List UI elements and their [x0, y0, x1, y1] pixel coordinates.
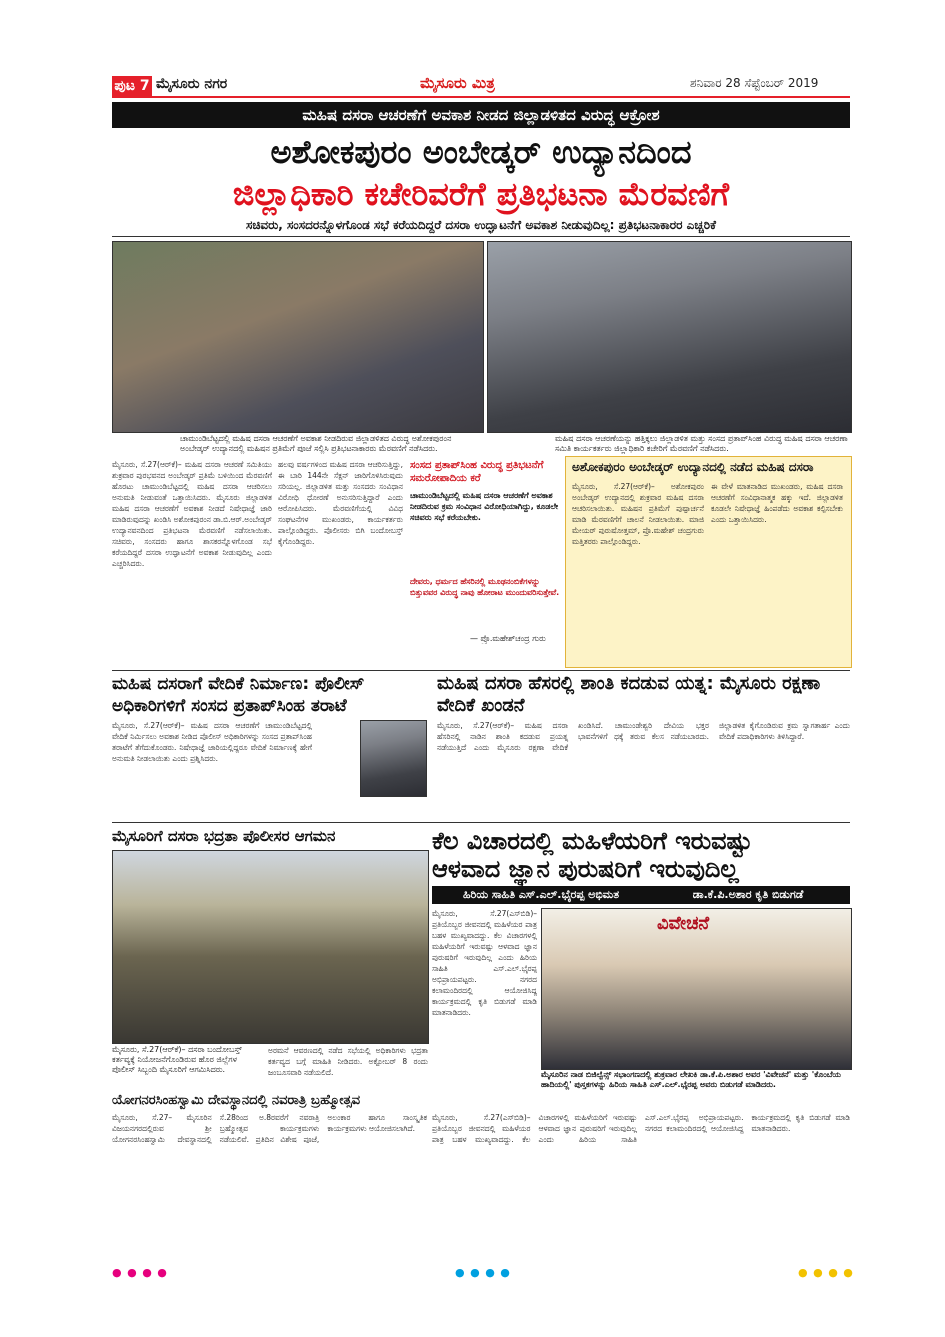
sidebar-box-col2: ಈ ವೇಳೆ ಮಾತನಾಡಿದ ಮುಖಂಡರು, ಮಹಿಷ ದಸರಾ ಆಚರಣೆಗೆ ಸಂವಿಧಾನಾತ್ಮಕ ಹಕ್ಕು ಇದೆ. ಜಿಲ್ಲಾಡಳಿತ ಕೂಡಲೇ ನಿಷೇಧಾಜ್ಞೆ ಹಿಂಪಡೆದು ಅವಕಾಶ ಕಲ್ಪಿಸಬೇಕು ಎಂದು ಒತ್ತಾಯಿಸಿದರು. — [711, 482, 843, 524]
color-registration-dots: ● ● ● ● — [455, 1266, 511, 1279]
divider — [112, 236, 850, 237]
story5-bar-item-1: ಹಿರಿಯ ಸಾಹಿತಿ ಎಸ್.ಎಲ್.ಭೈರಪ್ಪ ಅಭಿಮತ — [436, 886, 646, 904]
lead-caption-right: ಮಹಿಷ ದಸರಾ ಆಚರಣೆಯನ್ನು ಹತ್ತಿಕ್ಕಲು ಜಿಲ್ಲಾಡಳಿತ ಮತ್ತು ಸಂಸದ ಪ್ರತಾಪ್‌ಸಿಂಹ ವಿರುದ್ಧ ಮಹಿಷ ದಸರಾ ಆಚರಣಾ ಸಮಿತಿ ಕಾರ್ಯಕರ್ತರು ಜಿಲ್ಲಾಧಿಕಾರಿ ಕಚೇರಿಗೆ ಮೆರವಣಿಗೆ ನಡೆಸಿದರು. — [555, 434, 848, 453]
sidebar-quote-1: ಚಾಮುಂಡಿಬೆಟ್ಟದಲ್ಲಿ ಮಹಿಷ ದಸರಾ ಆಚರಣೆಗೆ ಅವಕಾಶ ನೀಡದಿರುವ ಕ್ರಮ ಸಂವಿಧಾನ ವಿರೋಧಿಯಾಗಿದ್ದು, ಕೂಡಲೇ ಸಚಿವರು ಸಭೆ ಕರೆಯಬೇಕು. — [410, 491, 559, 522]
divider — [112, 822, 850, 823]
story3-caption: ಮೈಸೂರು, ಸೆ.27(ಆರ್‌ಕೆ)– ದಸರಾ ಬಂದೋಬಸ್ತ್ ಕರ್ತವ್ಯಕ್ಕೆ ನಿಯೋಜನೆಗೊಂಡಿರುವ ಹೊರ ಜಿಲ್ಲೆಗಳ ಪೊಲೀಸ್ ಸಿಬ್ಬಂದಿ ಮೈಸೂರಿಗೆ ಆಗಮಿಸಿದರು. — [112, 1045, 242, 1074]
lead-headline-2: ಜಿಲ್ಲಾಧಿಕಾರಿ ಕಚೇರಿವರೆಗೆ ಪ್ರತಿಭಟನಾ ಮೆರವಣಿಗೆ — [232, 175, 730, 213]
story2-body: ಮೈಸೂರು, ಸೆ.27(ಆರ್‌ಕೆ)– ಮಹಿಷ ದಸರಾ ಹೆಸರಿನಲ್ಲಿ ನಾಡಿನ ಶಾಂತಿ ಕದಡುವ ಪ್ರಯತ್ನ ನಡೆಯುತ್ತಿದೆ ಎಂದು ಮೈಸೂರು ರಕ್ಷಣಾ ವೇದಿಕೆ ಖಂಡಿಸಿದೆ. ಚಾಮುಂಡೇಶ್ವರಿ ದೇವಿಯ ಭಕ್ತರ ಭಾವನೆಗಳಿಗೆ ಧಕ್ಕೆ ತರುವ ಕೆಲಸ ನಡೆಯಬಾರದು. ಜಿಲ್ಲಾಡಳಿತ ಕೈಗೊಂಡಿರುವ ಕ್ರಮ ಸ್ವಾಗತಾರ್ಹ ಎಂದು ವೇದಿಕೆ ಪದಾಧಿಕಾರಿಗಳು ತಿಳಿಸಿದ್ದಾರೆ. — [437, 721, 850, 752]
lead-subhead: ಸಚಿವರು, ಸಂಸದರನ್ನೊಳಗೊಂಡ ಸಭೆ ಕರೆಯದಿದ್ದರೆ ದಸರಾ ಉದ್ಘಾಟನೆಗೆ ಅವಕಾಶ ನೀಡುವುದಿಲ್ಲ: ಪ್ರತಿಭಟನಾಕಾರರ ಎಚ್ಚರಿಕೆ — [246, 218, 716, 232]
story5-bar — [432, 886, 850, 904]
story4-body: ಮೈಸೂರು, ಸೆ.27– ಮೈಸೂರಿನ ವಿಜಯನಗರದಲ್ಲಿರುವ ಶ್ರೀ ಯೋಗನರಸಿಂಹಸ್ವಾಮಿ ದೇವಸ್ಥಾನದಲ್ಲಿ ಸೆ.28ರಿಂದ ಅ.8ರವರೆಗೆ ನವರಾತ್ರಿ ಬ್ರಹ್ಮೋತ್ಸವ ಕಾರ್ಯಕ್ರಮಗಳು ನಡೆಯಲಿವೆ. ಪ್ರತಿದಿನ ವಿಶೇಷ ಪೂಜೆ, ಅಲಂಕಾರ ಹಾಗೂ ಸಾಂಸ್ಕೃತಿಕ ಕಾರ್ಯಕ್ರಮಗಳು ಆಯೋಜಿಸಲಾಗಿದೆ. — [112, 1113, 427, 1144]
sidebar-quote-author: — ಪ್ರೊ.ಮಹೇಶ್‌ಚಂದ್ರ ಗುರು — [470, 634, 546, 643]
lead-photo-left — [112, 241, 484, 433]
lead-kicker: ಮಹಿಷ ದಸರಾ ಆಚರಣೆಗೆ ಅವಕಾಶ ನೀಡದ ಜಿಲ್ಲಾಡಳಿತದ ವಿರುದ್ಧ ಆಕ್ರೋಶ — [112, 102, 850, 128]
banner-text: ವಿವೇಚನೆ — [657, 913, 710, 934]
sidebar-box-title: ಅಶೋಕಪುರಂ ಅಂಬೇಡ್ಕರ್ ಉದ್ಯಾನದಲ್ಲಿ ನಡೆದ ಮಹಿಷ ದಸರಾ — [572, 460, 814, 474]
color-registration-dots: ● ● ● ● — [798, 1266, 854, 1279]
police-parade-photo — [112, 850, 429, 1044]
story5-headline-2: ಆಳವಾದ ಜ್ಞಾನ ಪುರುಷರಿಗೆ ಇರುವುದಿಲ್ಲ — [432, 855, 739, 883]
section-title: ಮೈಸೂರು ನಗರ — [156, 76, 228, 92]
story5-body: ಮೈಸೂರು, ಸೆ.27(ಎಸ್‌ಬಿಡಿ)– ಪ್ರತಿಯೊಬ್ಬರ ಜೀವನದಲ್ಲಿ ಮಹಿಳೆಯರ ಪಾತ್ರ ಬಹಳ ಮುಖ್ಯವಾದದ್ದು. ಕೆಲ ವಿಚಾರಗಳಲ್ಲಿ ಮಹಿಳೆಯರಿಗೆ ಇರುವಷ್ಟು ಆಳವಾದ ಜ್ಞಾನ ಪುರುಷರಿಗೆ ಇರುವುದಿಲ್ಲ ಎಂದು ಹಿರಿಯ ಸಾಹಿತಿ ಎಸ್.ಎಲ್.ಭೈರಪ್ಪ ಅಭಿಪ್ರಾಯಪಟ್ಟರು. ನಗರದ ಕಲಾಮಂದಿರದಲ್ಲಿ ಆಯೋಜಿಸಿದ್ದ ಕಾರ್ಯಕ್ರಮದಲ್ಲಿ ಕೃತಿ ಬಿಡುಗಡೆ ಮಾಡಿ ಮಾತನಾಡಿದರು. — [432, 909, 537, 1017]
story2-headline: ಮಹಿಷ ದಸರಾ ಹೆಸರಲ್ಲಿ ಶಾಂತಿ ಕದಡುವ ಯತ್ನ: ಮೈಸೂರು ರಕ್ಷಣಾ ವೇದಿಕೆ ಖಂಡನೆ — [437, 673, 821, 716]
lead-headline-1: ಅಶೋಕಪುರಂ ಅಂಬೇಡ್ಕರ್ ಉದ್ಯಾನದಿಂದ — [270, 133, 692, 171]
story5-caption: ಮೈಸೂರಿನ ನಾಡ ಬಿಜಿಲ್ವೆನ್ಸ್ ಸಭಾಂಗಣದಲ್ಲಿ ಶುಕ್ರವಾರ ಲೇಖಕಿ ಡಾ.ಕೆ.ಪಿ.ಅಶಾರ ಅವರ 'ವಿವೇಚನೆ' ಮತ್ತು 'ಕೊಂಬೆಯ ಹಾದಿಯಲ್ಲಿ' ಪುಸ್ತಕಗಳನ್ನು ಹಿರಿಯ ಸಾಹಿತಿ ಎಸ್.ಎಲ್.ಭೈರಪ್ಪ ಅವರು ಬಿಡುಗಡೆ ಮಾಡಿದರು. — [541, 1070, 841, 1089]
header-rule — [112, 96, 850, 98]
sidebar-quote-2: ದೇವರು, ಧರ್ಮದ ಹೆಸರಿನಲ್ಲಿ ಮೂಢನಂಬಿಕೆಗಳನ್ನು ಬಿತ್ತುವವರ ವಿರುದ್ಧ ನಾವು ಹೋರಾಟ ಮುಂದುವರಿಸುತ್ತೇವೆ. — [410, 577, 560, 597]
book-release-photo — [541, 908, 852, 1070]
story1-body: ಮೈಸೂರು, ಸೆ.27(ಆರ್‌ಕೆ)– ಮಹಿಷ ದಸರಾ ಆಚರಣೆಗೆ ಚಾಮುಂಡಿಬೆಟ್ಟದಲ್ಲಿ ವೇದಿಕೆ ನಿರ್ಮಿಸಲು ಅವಕಾಶ ನೀಡಿದ ಪೊಲೀಸ್ ಅಧಿಕಾರಿಗಳನ್ನು ಸಂಸದ ಪ್ರತಾಪ್‌ಸಿಂಹ ತರಾಟೆಗೆ ತೆಗೆದುಕೊಂಡರು. ನಿಷೇಧಾಜ್ಞೆ ಜಾರಿಯಲ್ಲಿದ್ದರೂ ವೇದಿಕೆ ನಿರ್ಮಾಣಕ್ಕೆ ಹೇಗೆ ಅನುಮತಿ ನೀಡಲಾಯಿತು ಎಂದು ಪ್ರಶ್ನಿಸಿದರು. — [112, 721, 312, 763]
lead-body-col1: ಮೈಸೂರು, ಸೆ.27(ಆರ್‌ಕೆ)– ಮಹಿಷ ದಸರಾ ಆಚರಣೆ ಸಮಿತಿಯು ಶುಕ್ರವಾರ ಪುರಭವನದ ಅಂಬೇಡ್ಕರ್ ಪ್ರತಿಮೆ ಬಳಿಯಿಂದ ಮೆರವಣಿಗೆ ಹೊರಟು ಚಾಮುಂಡಿಬೆಟ್ಟದಲ್ಲಿ ಮಹಿಷ ದಸರಾ ಆಚರಿಸಲು ಅನುಮತಿ ನೀಡುವಂತೆ ಒತ್ತಾಯಿಸಿದರು. ಮೈಸೂರು ಜಿಲ್ಲಾಡಳಿತ ಮಹಿಷ ದಸರಾ ಆಚರಣೆಗೆ ಅವಕಾಶ ನೀಡದೆ ನಿಷೇಧಾಜ್ಞೆ ಜಾರಿ ಮಾಡಿರುವುದನ್ನು ಖಂಡಿಸಿ ಅಶೋಕಪುರಂನ ಡಾ.ಬಿ.ಆರ್.ಅಂಬೇಡ್ಕರ್ ಉದ್ಯಾನವನದಿಂದ ಪ್ರತಿಭಟನಾ ಮೆರವಣಿಗೆ ನಡೆಸಲಾಯಿತು. ಸಚಿವರು, ಸಂಸದರು ಹಾಗೂ ಶಾಸಕರನ್ನೊಳಗೊಂಡ ಸಭೆ ಕರೆಯದಿದ್ದರೆ ದಸರಾ ಉದ್ಘಾಟನೆಗೆ ಅವಕಾಶ ನೀಡುವುದಿಲ್ಲ ಎಂದು ಎಚ್ಚರಿಸಿದರು. — [112, 460, 272, 568]
divider — [112, 670, 850, 671]
story5-headline-1: ಕೆಲ ವಿಚಾರದಲ್ಲಿ ಮಹಿಳೆಯರಿಗೆ ಇರುವಷ್ಟು — [432, 827, 753, 855]
mp-portrait-photo — [360, 720, 427, 797]
lead-caption-left: ಚಾಮುಂಡಿಬೆಟ್ಟದಲ್ಲಿ ಮಹಿಷ ದಸರಾ ಆಚರಣೆಗೆ ಅವಕಾಶ ನೀಡದಿರುವ ಜಿಲ್ಲಾಡಳಿತದ ವಿರುದ್ಧ ಅಶೋಕಪುರಂನ ಅಂಬೇಡ್ಕರ್ ಉದ್ಯಾನದಲ್ಲಿ ಮಹಿಷನ ಪ್ರತಿಮೆಗೆ ಪೂಜೆ ಸಲ್ಲಿಸಿ ಪ್ರತಿಭಟನಾಕಾರರು ಮೆರವಣಿಗೆ ನಡೆಸಿದರು. — [180, 434, 452, 453]
page-number: ಪುಟ 7 — [112, 76, 152, 96]
color-registration-dots: ● ● ● ● — [112, 1266, 168, 1279]
sidebar-kicker: ಸಂಸದ ಪ್ರತಾಪ್‌ಸಿಂಹ ವಿರುದ್ಧ ಪ್ರತಿಭಟನೆಗೆ ಸಮರೋಪಾದಿಯ ಕರೆ — [410, 460, 544, 484]
lead-photo-right — [487, 241, 852, 433]
story3-headline: ಮೈಸೂರಿಗೆ ದಸರಾ ಭದ್ರತಾ ಪೊಲೀಸರ ಆಗಮನ — [112, 827, 336, 845]
story5-body-continued: ಮೈಸೂರು, ಸೆ.27(ಎಸ್‌ಬಿಡಿ)– ಪ್ರತಿಯೊಬ್ಬರ ಜೀವನದಲ್ಲಿ ಮಹಿಳೆಯರ ಪಾತ್ರ ಬಹಳ ಮುಖ್ಯವಾದದ್ದು. ಕೆಲ ವಿಚಾರಗಳಲ್ಲಿ ಮಹಿಳೆಯರಿಗೆ ಇರುವಷ್ಟು ಆಳವಾದ ಜ್ಞಾನ ಪುರುಷರಿಗೆ ಇರುವುದಿಲ್ಲ ಎಂದು ಹಿರಿಯ ಸಾಹಿತಿ ಎಸ್.ಎಲ್.ಭೈರಪ್ಪ ಅಭಿಪ್ರಾಯಪಟ್ಟರು. ನಗರದ ಕಲಾಮಂದಿರದಲ್ಲಿ ಆಯೋಜಿಸಿದ್ದ ಕಾರ್ಯಕ್ರಮದಲ್ಲಿ ಕೃತಿ ಬಿಡುಗಡೆ ಮಾಡಿ ಮಾತನಾಡಿದರು. — [432, 1113, 850, 1144]
story5-bar-item-2: ಡಾ.ಕೆ.ಪಿ.ಅಶಾರ ಕೃತಿ ಬಿಡುಗಡೆ — [648, 886, 848, 904]
story3-body: ಅರಮನೆ ಆವರಣದಲ್ಲಿ ನಡೆದ ಸಭೆಯಲ್ಲಿ ಅಧಿಕಾರಿಗಳು ಭದ್ರತಾ ಕರ್ತವ್ಯದ ಬಗ್ಗೆ ಮಾಹಿತಿ ನೀಡಿದರು. ಅಕ್ಟೋಬರ್ 8 ರಂದು ಜಂಬೂಸವಾರಿ ನಡೆಯಲಿದೆ. — [268, 1046, 428, 1077]
story1-headline: ಮಹಿಷ ದಸರಾಗೆ ವೇದಿಕೆ ನಿರ್ಮಾಣ: ಪೊಲೀಸ್ ಅಧಿಕಾರಿಗಳಿಗೆ ಸಂಸದ ಪ್ರತಾಪ್‌ಸಿಂಹ ತರಾಟೆ — [112, 674, 365, 716]
lead-body-col2: ಹಲವು ವರ್ಷಗಳಿಂದ ಮಹಿಷ ದಸರಾ ಆಚರಿಸುತ್ತಿದ್ದು, ಈ ಬಾರಿ 144ನೇ ಸೆಕ್ಷನ್ ಜಾರಿಗೊಳಿಸಿರುವುದು ಸರಿಯಲ್ಲ. ಜಿಲ್ಲಾಡಳಿತ ಮತ್ತು ಸಂಸದರು ಸಂವಿಧಾನ ವಿರೋಧಿ ಧೋರಣೆ ಅನುಸರಿಸುತ್ತಿದ್ದಾರೆ ಎಂದು ಆರೋಪಿಸಿದರು. ಮೆರವಣಿಗೆಯಲ್ಲಿ ವಿವಿಧ ಸಂಘಟನೆಗಳ ಮುಖಂಡರು, ಕಾರ್ಯಕರ್ತರು ಪಾಲ್ಗೊಂಡಿದ್ದರು. ಪೊಲೀಸರು ಬಿಗಿ ಬಂದೋಬಸ್ತ್ ಕೈಗೊಂಡಿದ್ದರು. — [278, 460, 403, 546]
sidebar-box — [565, 456, 852, 668]
story4-headline: ಯೋಗನರಸಿಂಹಸ್ವಾಮಿ ದೇವಸ್ಥಾನದಲ್ಲಿ ನವರಾತ್ರಿ ಬ್ರಹ್ಮೋತ್ಸವ — [112, 1093, 361, 1108]
sidebar-box-col1: ಮೈಸೂರು, ಸೆ.27(ಆರ್‌ಕೆ)– ಅಶೋಕಪುರಂ ಅಂಬೇಡ್ಕರ್ ಉದ್ಯಾನದಲ್ಲಿ ಶುಕ್ರವಾರ ಮಹಿಷ ದಸರಾ ಆಚರಿಸಲಾಯಿತು. ಮಹಿಷನ ಪ್ರತಿಮೆಗೆ ಪುಷ್ಪಾರ್ಚನೆ ಮಾಡಿ ಮೆರವಣಿಗೆಗೆ ಚಾಲನೆ ನೀಡಲಾಯಿತು. ಮಾಜಿ ಮೇಯರ್ ಪುರುಷೋತ್ತಮ್, ಪ್ರೊ.ಮಹೇಶ್ ಚಂದ್ರಗುರು ಮತ್ತಿತರರು ಪಾಲ್ಗೊಂಡಿದ್ದರು. — [572, 482, 704, 546]
masthead-logo: ಮೈಸೂರು ಮಿತ್ರ — [420, 74, 495, 92]
issue-date: ಶನಿವಾರ 28 ಸೆಪ್ಟೆಂಬರ್ 2019 — [690, 76, 819, 90]
